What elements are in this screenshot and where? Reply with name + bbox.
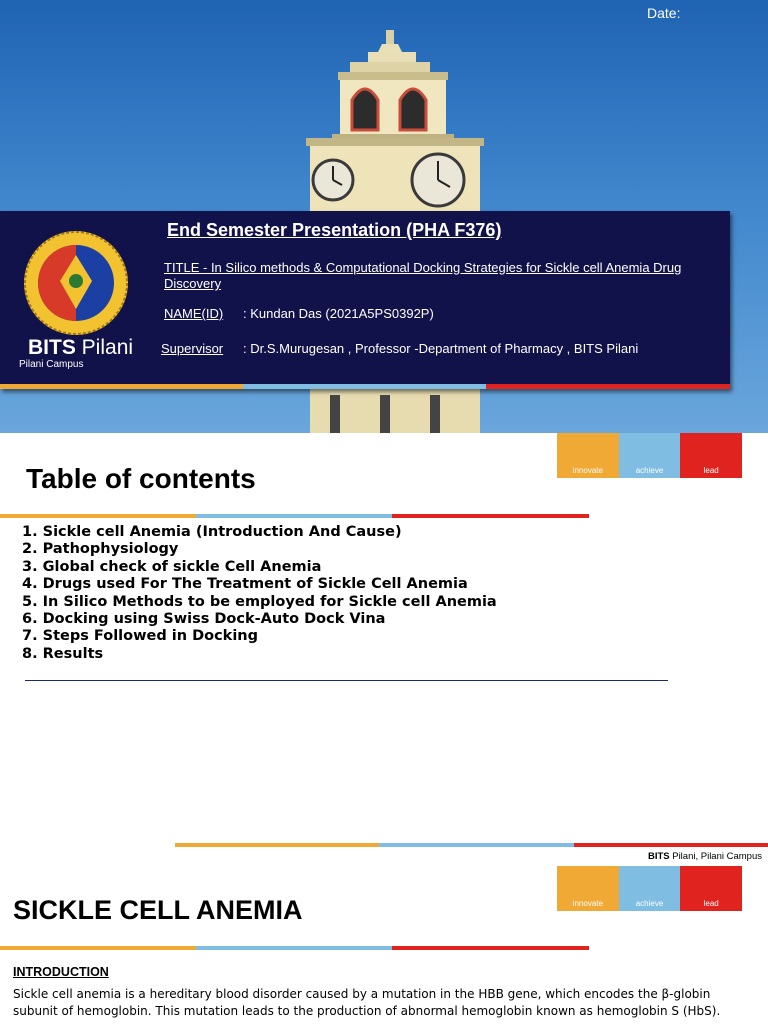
innovate-block: innovate <box>557 433 619 478</box>
toc-item: 8. Results <box>22 645 104 662</box>
name-value: : Kundan Das (2021A5PS0392P) <box>243 306 434 321</box>
toc-item: 3. Global check of sickle Cell Anemia <box>22 558 322 575</box>
toc-item: 5. In Silico Methods to be employed for Sickle cell Anemia <box>22 593 497 610</box>
presentation-topic: TITLE - In Silico methods & Computational Docking Strategies for Sickle cell Anemia Drug Discovery <box>164 260 682 291</box>
presentation-title: End Semester Presentation (PHA F376) <box>167 220 502 240</box>
title-banner <box>0 211 730 389</box>
toc-stripe-orange <box>0 514 196 518</box>
bits-logo-icon <box>22 229 130 337</box>
supervisor-value: : Dr.S.Murugesan , Professor -Department of Pharmacy , BITS Pilani <box>243 341 639 356</box>
sc-stripe-orange <box>0 946 196 950</box>
toc-item: 4. Drugs used For The Treatment of Sickle Cell Anemia <box>22 576 468 593</box>
toc-stripe-red <box>392 514 589 518</box>
toc-item: 7. Steps Followed in Docking <box>22 628 259 645</box>
stripe-red <box>486 384 730 389</box>
footer-stripe-red <box>574 843 768 847</box>
introduction-text: Sickle cell anemia is a hereditary blood disorder caused by a mutation in the HBB gene, which encodes the β-globin subunit of hemoglobin. This mutation leads to the production of abnormal hemoglobin known as hemoglobin S (HbS). <box>13 987 721 1018</box>
toc-item: 6. Docking using Swiss Dock-Auto Dock Vina <box>22 611 386 628</box>
sickle-cell-title: SICKLE CELL ANEMIA <box>13 895 303 925</box>
brand-strip <box>557 866 742 911</box>
stripe-blue <box>243 384 486 389</box>
lead-block: lead <box>680 866 742 911</box>
title-slide <box>0 0 768 433</box>
toc-list <box>22 524 497 663</box>
bits-pilani-wordmark: BITS Pilani <box>28 336 134 359</box>
toc-stripe-blue <box>196 514 392 518</box>
innovate-block: innovate <box>557 866 619 911</box>
supervisor-label: Supervisor <box>161 341 224 356</box>
campus-label: Pilani Campus <box>19 359 84 370</box>
footer-stripe-blue <box>379 843 574 847</box>
sc-stripe-red <box>392 946 589 950</box>
toc-slide <box>0 433 768 843</box>
brand-strip <box>557 433 742 478</box>
toc-title: Table of contents <box>26 463 256 494</box>
achieve-block: achieve <box>619 433 681 478</box>
footer-stripe-orange <box>175 843 379 847</box>
toc-divider <box>25 680 668 681</box>
footer-campus: BITS Pilani, Pilani Campus <box>647 851 762 862</box>
achieve-block: achieve <box>619 866 681 911</box>
name-label: NAME(ID) <box>164 306 224 321</box>
sc-stripe-blue <box>196 946 392 950</box>
lead-block: lead <box>680 433 742 478</box>
toc-item: 2. Pathophysiology <box>22 541 179 558</box>
stripe-orange <box>0 384 243 389</box>
toc-item: 1. Sickle cell Anemia (Introduction And Cause) <box>22 524 402 540</box>
introduction-heading: INTRODUCTION <box>13 965 109 979</box>
date-label: Date: <box>647 5 681 21</box>
